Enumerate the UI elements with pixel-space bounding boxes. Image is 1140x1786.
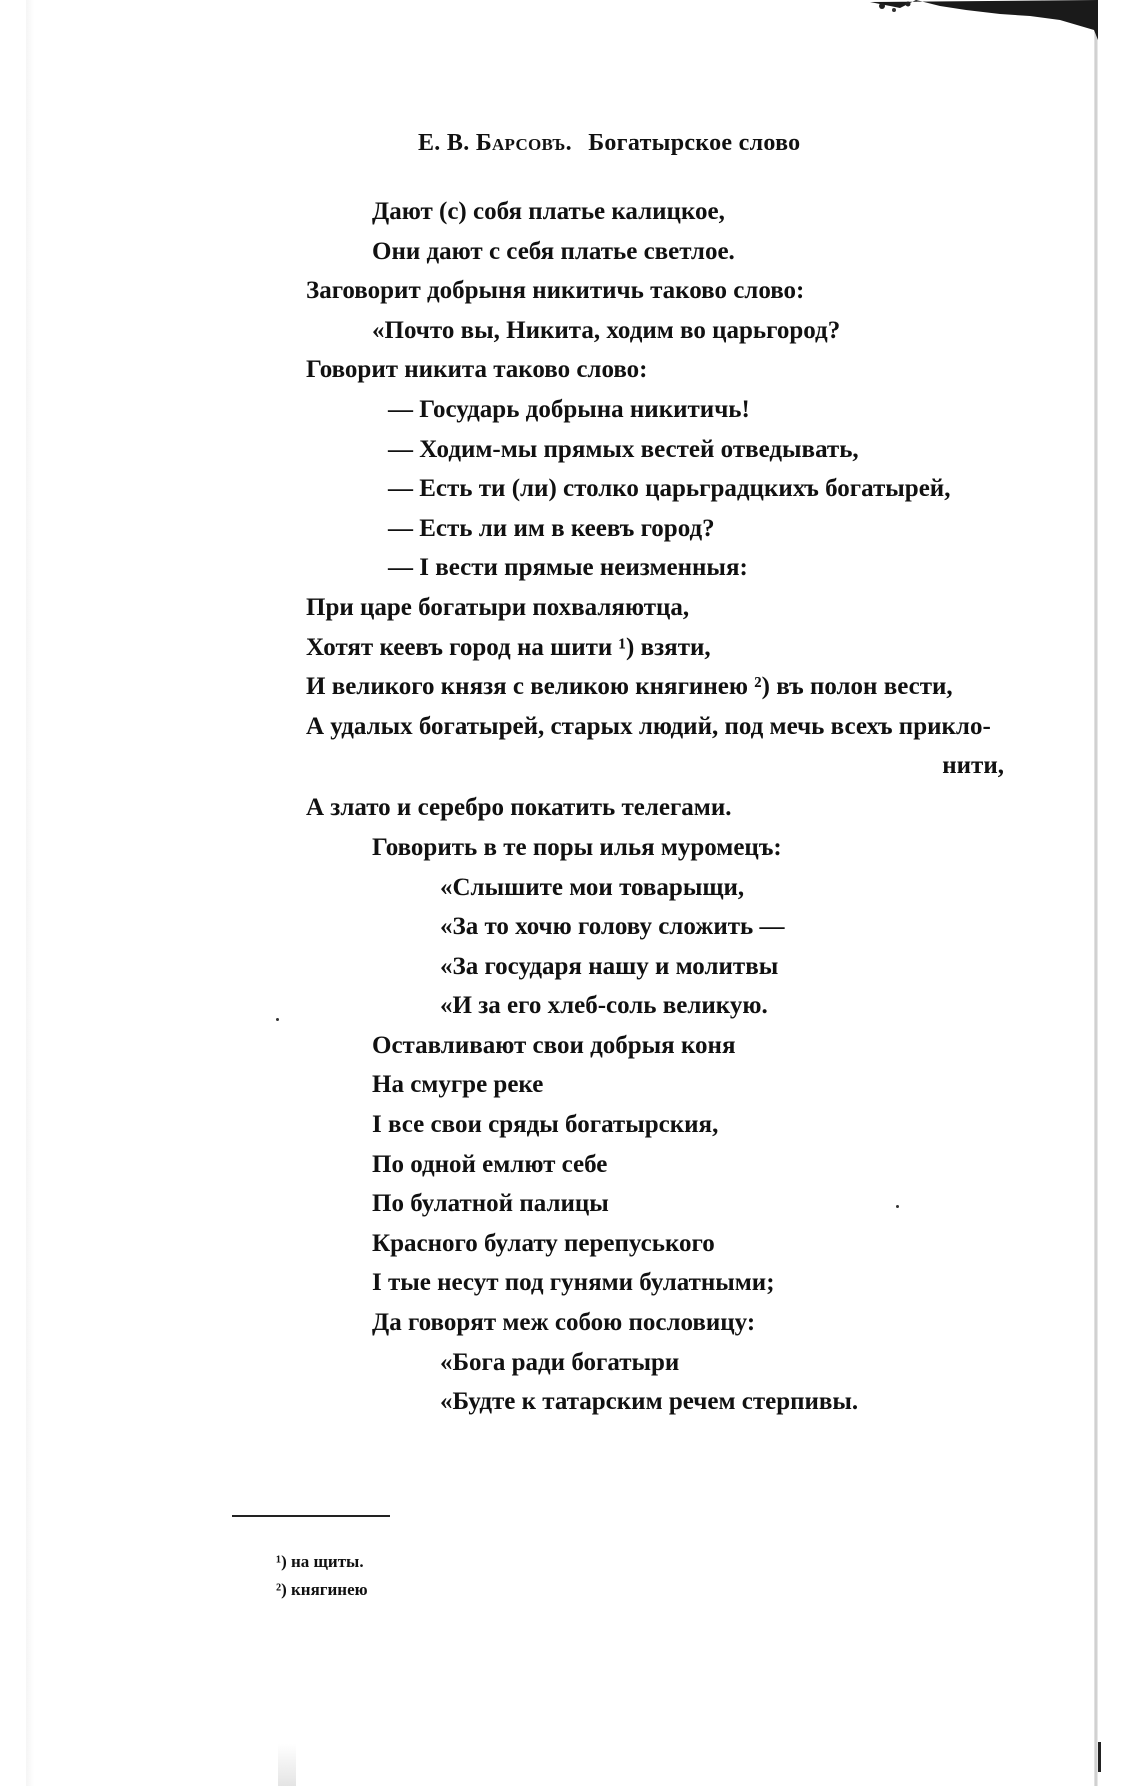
scan-bottom-mark	[1098, 1742, 1101, 1772]
poem-line: «За то хочю голову сложить —	[440, 913, 785, 941]
poem-line: — Есть ти (ли) столко царьградцкихъ богатырей,	[388, 475, 951, 503]
footnote-1: ¹) на щиты.	[276, 1552, 364, 1571]
poem-line: Дают (с) собя платье калицкое,	[372, 198, 725, 225]
poem-line: Говорит никита таково слово:	[306, 356, 648, 384]
poem-line: — Государь добрына никитичь!	[388, 395, 750, 423]
scan-ink-blot	[870, 0, 1098, 40]
poem-line: I все свои сряды богатырския,	[372, 1111, 719, 1139]
poem-line: При царе богатыри похваляютца,	[306, 593, 690, 621]
footnote-rule	[232, 1515, 390, 1517]
footnote-2: ²) княгинею	[276, 1580, 368, 1599]
poem-line: Они дают с себя платье светлое.	[372, 237, 735, 265]
poem-line: И великого князя с великою княгинею ²) въ полон вести,	[306, 673, 953, 701]
poem-line: I тые несут под гунями булатными;	[372, 1269, 775, 1297]
poem-line: По одной емлют себе	[372, 1150, 608, 1178]
scan-corner-shadow	[278, 1744, 296, 1786]
poem-line: — Есть ли им в кеевъ город?	[388, 514, 715, 542]
header-title: Богатырское слово	[588, 130, 801, 156]
poem-line-continuation: нити,	[942, 752, 1004, 780]
poem-line: А удалых богатырей, старых людий, под мечь всехъ прикло-	[306, 712, 991, 740]
poem-line: Оставливают свои добрыя коня	[372, 1031, 736, 1059]
poem-line: «Почто вы, Никита, ходим во царьгород?	[372, 316, 841, 344]
poem-line: «И за его хлеб-соль великую.	[440, 992, 768, 1020]
running-header	[418, 130, 800, 157]
poem-line: По булатной палицы	[372, 1190, 609, 1218]
poem-line: «За государя нашу и молитвы	[440, 952, 779, 980]
footnotes	[276, 1548, 368, 1604]
poem-line: — I вести прямые неизменныя:	[388, 554, 748, 582]
poem-line: Говорить в те поры илья муромецъ:	[372, 833, 782, 861]
poem-line: А злато и серебро покатить телегами.	[306, 794, 732, 822]
header-author: Е. В. Барсовъ.	[418, 130, 572, 156]
poem-body	[0, 192, 1100, 1422]
poem-line: — Ходим-мы прямых вестей отведывать,	[388, 435, 859, 463]
poem-line: «Бога ради богатыри	[440, 1348, 680, 1376]
poem-line: «Будте к татарским речем стерпивы.	[440, 1388, 859, 1416]
poem-line: Красного булату перепуського	[372, 1229, 715, 1257]
poem-line: Да говорят меж собою пословицу:	[372, 1309, 756, 1337]
poem-line: Хотят кеевъ город на шити ¹) взяти,	[306, 633, 711, 661]
poem-line: На смугре реке	[372, 1071, 544, 1099]
poem-line: «Слышите мои товарыщи,	[440, 873, 745, 901]
poem-line: Заговорит добрыня никитичь таково слово:	[306, 277, 805, 305]
